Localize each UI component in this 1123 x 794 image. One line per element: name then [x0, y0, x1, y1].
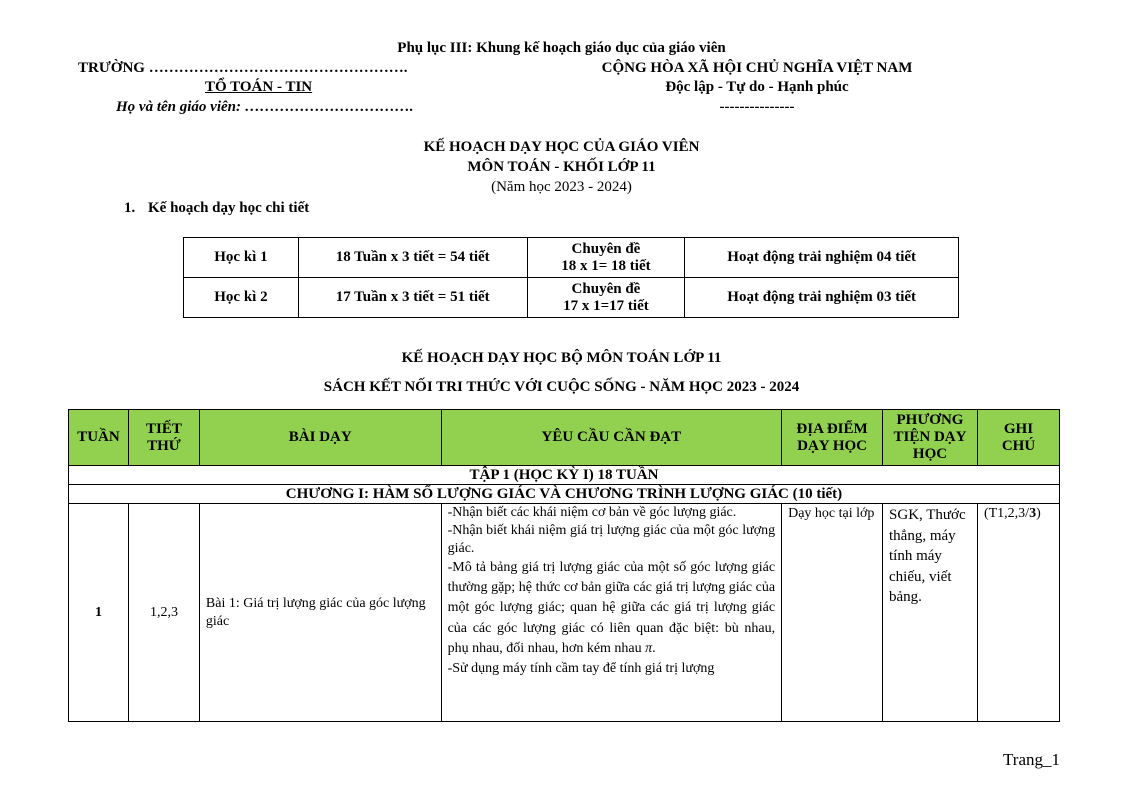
requirement-item: -Sử dụng máy tính cầm tay để tính giá trị lượng	[447, 661, 715, 677]
summary-row	[184, 238, 959, 278]
pi-symbol: π	[645, 640, 653, 656]
periods-cell: 1,2,3	[128, 504, 199, 722]
requirement-item: -Nhận biết khái niệm giá trị lượng giác của một góc lượng giác.	[447, 523, 776, 556]
place-cell: Dạy học tại lớp	[782, 504, 883, 722]
note-end: )	[1036, 506, 1041, 521]
chapter-label: CHƯƠNG I: HÀM SỐ LƯỢNG GIÁC VÀ CHƯƠNG TRÌNH LƯỢNG GIÁC (10 tiết)	[69, 485, 1060, 504]
lesson-cell: Bài 1: Giá trị lượng giác của góc lượng giác	[199, 504, 441, 722]
topic-cell	[527, 278, 685, 318]
appendix-title: Phụ lục III: Khung kế hoạch giáo dục của giáo viên	[397, 40, 726, 56]
school-line: TRƯỜNG …………………………………………….	[78, 60, 408, 76]
requirement-end: .	[652, 640, 656, 656]
requirement-text: -Mô tả bảng giá trị lượng giác của một số góc lượng giác thường gặp; hệ thức cơ bản giữa các giá trị lượng giác của một góc lượng giác; quan hệ giữa các giá trị lượng giác của các góc lượng giác có liên quan đặc biệt: bù nhau, phụ nhau, đối nhau, hơn kém nhau	[447, 560, 776, 656]
header-place	[782, 410, 883, 466]
plan-title: KẾ HOẠCH DẠY HỌC CỦA GIÁO VIÊN	[423, 139, 700, 155]
header-means-line: HỌC	[912, 446, 948, 462]
header-week: TUẦN	[69, 410, 129, 466]
header-means	[883, 410, 978, 466]
header-period-line: TIẾT	[146, 420, 182, 437]
term-cell: Học kì 1	[184, 238, 299, 278]
header-note-line: GHI	[1003, 420, 1034, 437]
header-period-line: THỨ	[147, 437, 181, 454]
plan-subtitle: MÔN TOÁN - KHỐI LỚP 11	[467, 159, 656, 175]
requirement-item	[448, 558, 776, 659]
motto-separator: ---------------	[719, 99, 795, 115]
topic-count: 18 x 1= 18 tiết	[561, 257, 651, 274]
requirement-item: -Nhận biết các khái niệm cơ bản về góc lượng giác.	[447, 505, 737, 520]
topic-count: 17 x 1=17 tiết	[563, 297, 649, 314]
volume-row	[69, 466, 1060, 485]
note-bold: 3	[1029, 506, 1037, 521]
header-requirements: YÊU CẦU CẦN ĐẠT	[441, 410, 782, 466]
header-note-line: CHÚ	[1001, 437, 1036, 454]
means-cell: SGK, Thước thẳng, máy tính máy chiếu, viết bảng.	[883, 504, 978, 722]
volume-label: TẬP 1 (HỌC KỲ I) 18 TUẦN	[69, 466, 1060, 485]
topic-cell	[527, 238, 685, 278]
plan-table-title: KẾ HOẠCH DẠY HỌC BỘ MÔN TOÁN LỚP 11	[401, 350, 722, 366]
table-header-row	[69, 410, 1060, 466]
plan-table-subtitle: SÁCH KẾT NỐI TRI THỨC VỚI CUỘC SỐNG - NĂM HỌC 2023 - 2024	[323, 379, 800, 395]
periods-cell: 18 Tuần x 3 tiết = 54 tiết	[298, 238, 527, 278]
activity-cell: Hoạt động trải nghiệm 03 tiết	[685, 278, 959, 318]
page-number: Trang_1	[1003, 750, 1060, 769]
table-row	[69, 504, 1060, 722]
note-text: (T1,2,3/	[983, 506, 1030, 521]
term-cell: Học kì 2	[184, 278, 299, 318]
header-note	[977, 410, 1059, 466]
week-cell: 1	[69, 504, 129, 722]
teaching-plan-table	[68, 409, 1060, 722]
periods-cell: 17 Tuần x 3 tiết = 51 tiết	[298, 278, 527, 318]
header-lesson: BÀI DẠY	[199, 410, 441, 466]
topic-label: Chuyên đề	[571, 240, 641, 257]
motto: Độc lập - Tự do - Hạnh phúc	[665, 79, 849, 95]
section-title: Kế hoạch dạy học chi tiết	[148, 200, 310, 216]
nation-title: CỘNG HÒA XÃ HỘI CHỦ NGHĨA VIỆT NAM	[601, 60, 913, 76]
note-cell	[977, 504, 1059, 722]
semester-summary-table	[183, 237, 959, 318]
teacher-name-line: Họ và tên giáo viên: …………………………….	[116, 99, 414, 115]
topic-label: Chuyên đề	[571, 280, 641, 297]
department-name: TỔ TOÁN - TIN	[205, 79, 313, 95]
summary-row	[184, 278, 959, 318]
header-period	[128, 410, 199, 466]
requirements-cell	[441, 504, 782, 722]
header-place-line: ĐỊA ĐIỂM	[796, 420, 868, 437]
header-means-line: TIỆN DẠY	[893, 429, 967, 445]
activity-cell: Hoạt động trải nghiệm 04 tiết	[685, 238, 959, 278]
header-place-line: DẠY HỌC	[797, 437, 867, 454]
header-means-line: PHƯƠNG	[896, 412, 964, 428]
section-number: 1.	[124, 200, 136, 216]
chapter-row	[69, 485, 1060, 504]
school-year: (Năm học 2023 - 2024)	[491, 179, 632, 195]
